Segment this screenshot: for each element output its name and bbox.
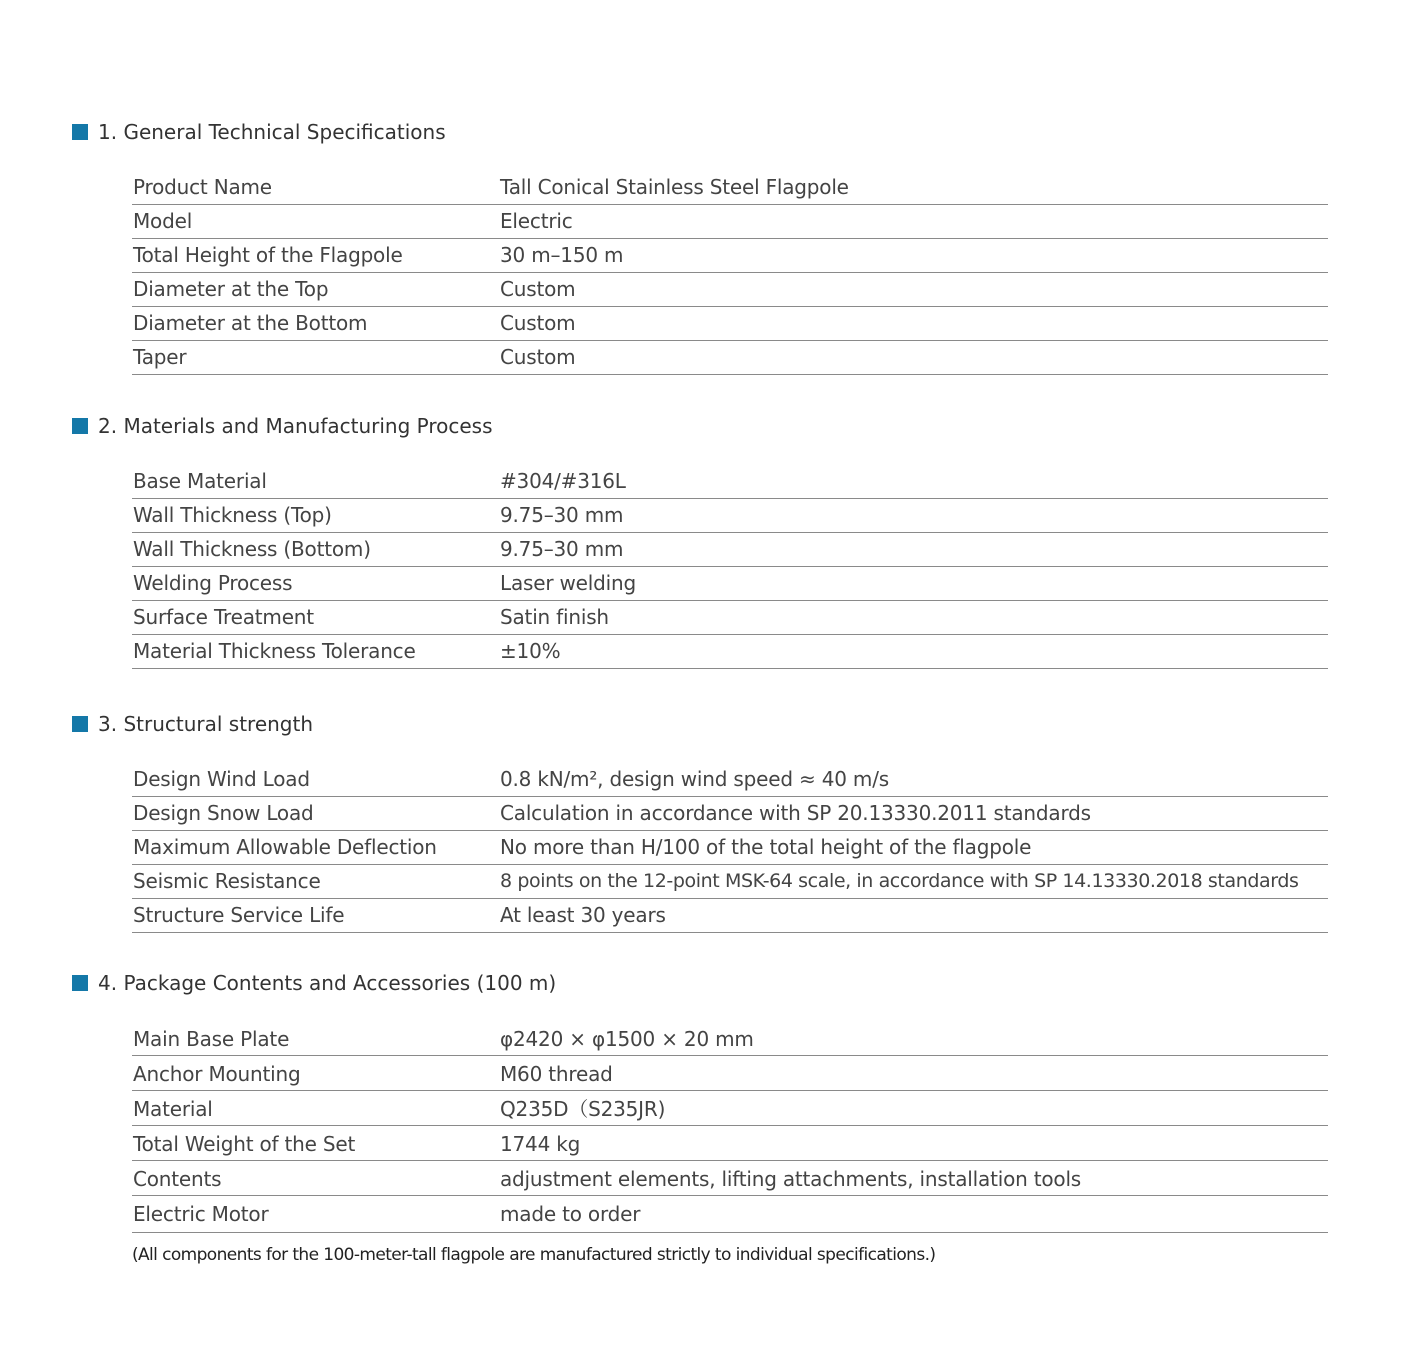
spec-label: Material bbox=[133, 1097, 213, 1121]
spec-value: 1744 kg bbox=[500, 1132, 581, 1156]
square-bullet-icon bbox=[72, 124, 88, 140]
table-row bbox=[132, 205, 1328, 239]
spec-label: Diameter at the Top bbox=[133, 277, 329, 301]
spec-label: Structure Service Life bbox=[133, 903, 345, 927]
spec-label: Anchor Mounting bbox=[133, 1062, 301, 1086]
spec-label: Design Snow Load bbox=[133, 801, 314, 825]
table-row bbox=[132, 567, 1328, 601]
spec-value: 30 m–150 m bbox=[500, 243, 624, 267]
spec-value: #304/#316L bbox=[500, 469, 626, 493]
table-row bbox=[132, 1091, 1328, 1126]
spec-label: Model bbox=[133, 209, 193, 233]
table-row bbox=[132, 797, 1328, 831]
table-row bbox=[132, 899, 1328, 933]
footnote: (All components for the 100-meter-tall flagpole are manufactured strictly to individual specifications.) bbox=[132, 1245, 936, 1265]
spec-label: Design Wind Load bbox=[133, 767, 310, 791]
spec-value: 9.75–30 mm bbox=[500, 537, 624, 561]
spec-value: No more than H/100 of the total height of the flagpole bbox=[500, 835, 1032, 859]
table-row bbox=[132, 1056, 1328, 1091]
spec-value: adjustment elements, lifting attachments, installation tools bbox=[500, 1167, 1082, 1191]
spec-label: Surface Treatment bbox=[133, 605, 314, 629]
spec-label: Wall Thickness (Bottom) bbox=[133, 537, 371, 561]
square-bullet-icon bbox=[72, 418, 88, 434]
section-title: 3. Structural strength bbox=[98, 712, 314, 736]
spec-label: Material Thickness Tolerance bbox=[133, 639, 416, 663]
spec-value: 9.75–30 mm bbox=[500, 503, 624, 527]
section-title: 1. General Technical Specifications bbox=[98, 120, 446, 144]
spec-label: Wall Thickness (Top) bbox=[133, 503, 332, 527]
table-row bbox=[132, 601, 1328, 635]
spec-table-structural bbox=[132, 763, 1328, 933]
spec-label: Total Height of the Flagpole bbox=[133, 243, 403, 267]
table-row bbox=[132, 239, 1328, 273]
spec-value: φ2420 × φ1500 × 20 mm bbox=[500, 1027, 754, 1051]
spec-label: Product Name bbox=[133, 175, 272, 199]
spec-table-materials bbox=[132, 465, 1328, 669]
table-row bbox=[132, 1126, 1328, 1161]
spec-value: made to order bbox=[500, 1202, 641, 1226]
spec-value: 0.8 kN/m², design wind speed ≈ 40 m/s bbox=[500, 767, 889, 791]
spec-value: Laser welding bbox=[500, 571, 636, 595]
spec-value: Custom bbox=[500, 345, 576, 369]
spec-value: Calculation in accordance with SP 20.13330.2011 standards bbox=[500, 801, 1091, 825]
spec-value: ±10% bbox=[500, 639, 561, 663]
table-row bbox=[132, 171, 1328, 205]
table-row bbox=[132, 533, 1328, 567]
square-bullet-icon bbox=[72, 975, 88, 991]
table-row bbox=[132, 465, 1328, 499]
table-row bbox=[132, 831, 1328, 865]
spec-value: At least 30 years bbox=[500, 903, 666, 927]
spec-value: Satin finish bbox=[500, 605, 609, 629]
table-row bbox=[132, 865, 1328, 899]
spec-value: 8 points on the 12-point MSK-64 scale, in accordance with SP 14.13330.2018 standards bbox=[500, 870, 1299, 892]
table-row bbox=[132, 1196, 1328, 1233]
section-heading-materials bbox=[72, 413, 493, 439]
spec-value: M60 thread bbox=[500, 1062, 613, 1086]
table-row bbox=[132, 307, 1328, 341]
table-row bbox=[132, 1161, 1328, 1196]
spec-value: Electric bbox=[500, 209, 573, 233]
section-title: 2. Materials and Manufacturing Process bbox=[98, 414, 493, 438]
section-title: 4. Package Contents and Accessories (100 m) bbox=[98, 971, 557, 995]
spec-label: Main Base Plate bbox=[133, 1027, 290, 1051]
section-heading-general bbox=[72, 119, 446, 145]
table-row bbox=[132, 1021, 1328, 1056]
spec-table-package bbox=[132, 1021, 1328, 1233]
table-row bbox=[132, 273, 1328, 307]
spec-label: Taper bbox=[133, 345, 187, 369]
spec-value: Custom bbox=[500, 311, 576, 335]
spec-label: Maximum Allowable Deflection bbox=[133, 835, 437, 859]
table-row bbox=[132, 341, 1328, 375]
table-row bbox=[132, 635, 1328, 669]
spec-label: Diameter at the Bottom bbox=[133, 311, 368, 335]
spec-label: Total Weight of the Set bbox=[133, 1132, 356, 1156]
spec-value: Q235D（S235JR) bbox=[500, 1097, 666, 1121]
section-heading-structural bbox=[72, 711, 313, 737]
square-bullet-icon bbox=[72, 716, 88, 732]
spec-label: Electric Motor bbox=[133, 1202, 269, 1226]
spec-value: Tall Conical Stainless Steel Flagpole bbox=[500, 175, 849, 199]
spec-label: Base Material bbox=[133, 469, 267, 493]
spec-label: Contents bbox=[133, 1167, 222, 1191]
table-row bbox=[132, 763, 1328, 797]
spec-table-general bbox=[132, 171, 1328, 375]
section-heading-package bbox=[72, 970, 556, 996]
table-row bbox=[132, 499, 1328, 533]
spec-label: Welding Process bbox=[133, 571, 293, 595]
spec-value: Custom bbox=[500, 277, 576, 301]
spec-label: Seismic Resistance bbox=[133, 869, 321, 893]
